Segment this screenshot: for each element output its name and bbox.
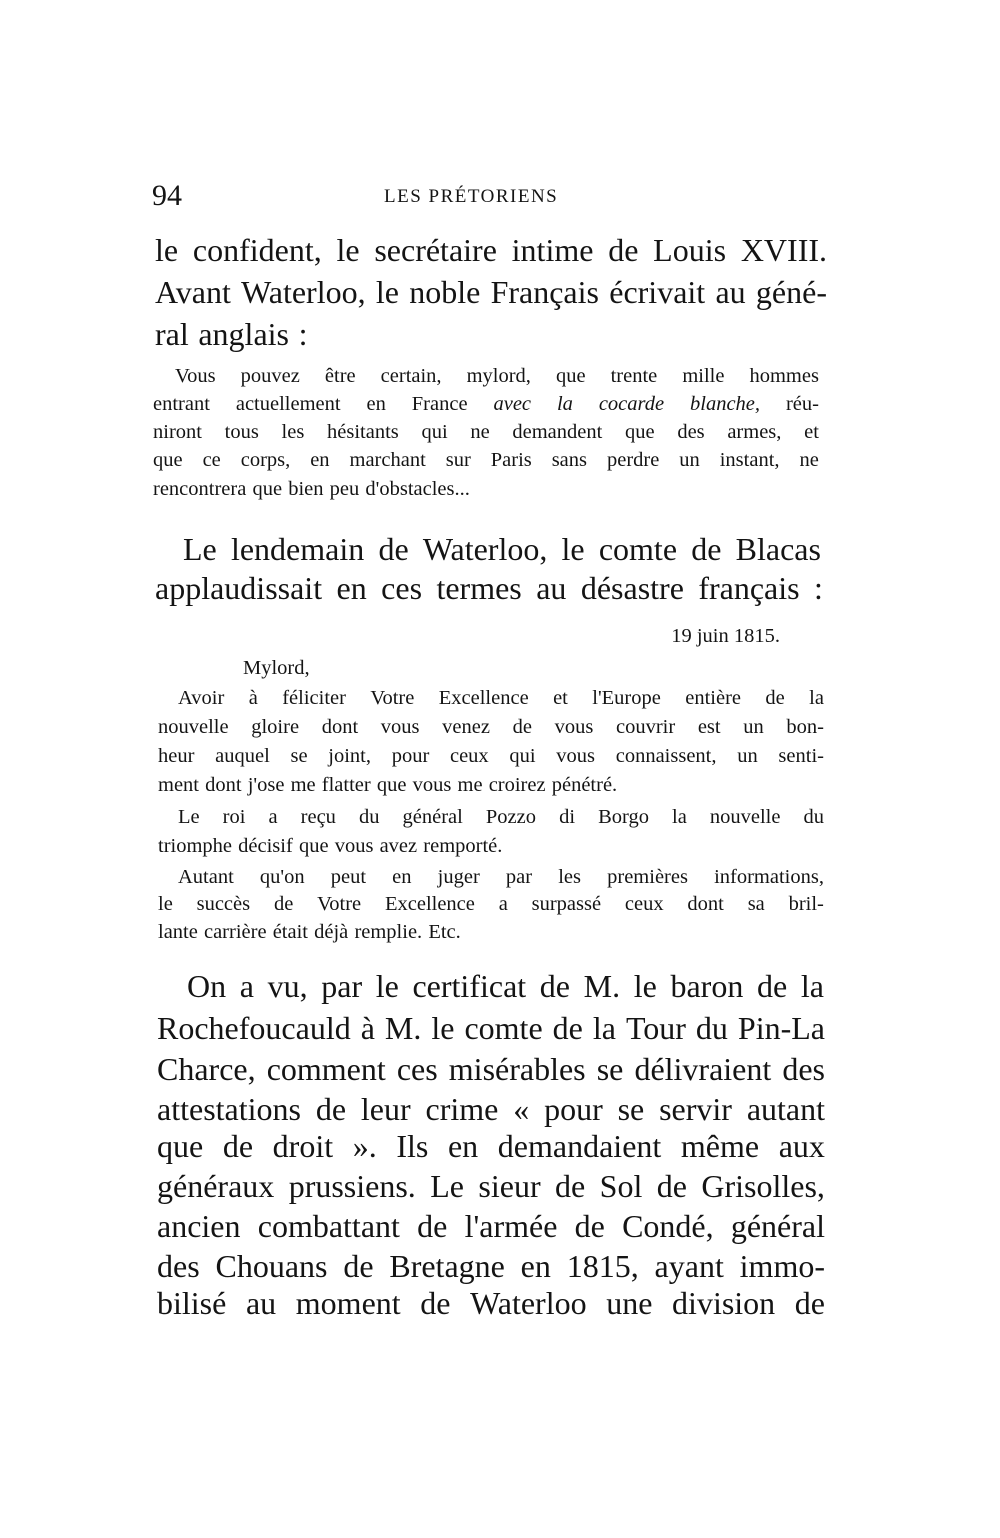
quote-line: que ce corps, en marchant sur Paris sans perdre un instant, ne bbox=[153, 449, 819, 471]
paragraph_3-line: On a vu, par le certificat de M. le baron de la bbox=[187, 968, 824, 1004]
quote-line: niront tous les hésitants qui ne demandent que des armes, et bbox=[153, 421, 819, 443]
emphasis-text: cocarde bbox=[598, 393, 665, 415]
paragraph_1-line: ral anglais : bbox=[155, 316, 308, 352]
letter-line: Avoir à féliciter Votre Excellence et l'Europe entière de la bbox=[178, 687, 824, 709]
running-head bbox=[152, 178, 832, 214]
letter-line: lante carrière était déjà remplie. Etc. bbox=[158, 921, 461, 943]
paragraph_3-line: Rochefoucauld à M. le comte de la Tour du Pin-La bbox=[157, 1010, 825, 1046]
paragraph_3-line: ancien combattant de l'armée de Condé, général bbox=[157, 1208, 825, 1244]
running-title: LES PRÉTORIENS bbox=[384, 186, 559, 207]
paragraph_3-line: que de droit ». Ils en demandaient même aux bbox=[157, 1128, 825, 1164]
paragraph_1-line: le confident, le secrétaire intime de Louis XVIII. bbox=[155, 232, 827, 268]
paragraph_2-line: applaudissait en ces termes au désastre français : bbox=[155, 570, 823, 606]
letter-line: ment dont j'ose me flatter que vous me croirez pénétré. bbox=[158, 774, 618, 796]
paragraph_3-line: des Chouans de Bretagne en 1815, ayant immo- bbox=[157, 1248, 825, 1284]
paragraph_3-line: attestations de leur crime « pour se servir autant bbox=[157, 1091, 825, 1127]
letter-line: Autant qu'on peut en juger par les premières informations, bbox=[178, 866, 824, 888]
emphasis-text: blanche, bbox=[690, 393, 761, 415]
quote-line: Vous pouvez être certain, mylord, que trente mille hommes bbox=[175, 365, 819, 387]
quote-line: entrant actuellement en France avec la cocarde blanche, réu- bbox=[153, 390, 819, 418]
emphasis-text: avec bbox=[493, 393, 532, 415]
letter-line: nouvelle gloire dont vous venez de vous couvrir est un bon- bbox=[158, 716, 824, 738]
letter-date: 19 juin 1815. bbox=[671, 625, 780, 647]
letter-salutation: Mylord, bbox=[243, 657, 310, 679]
paragraph_1-line: Avant Waterloo, le noble Français écrivait au géné- bbox=[155, 274, 827, 310]
letter-line: heur auquel se joint, pour ceux qui vous connaissent, un senti- bbox=[158, 745, 824, 767]
quote-line: rencontrera que bien peu d'obstacles... bbox=[153, 478, 470, 500]
paragraph_3-line: généraux prussiens. Le sieur de Sol de Grisolles, bbox=[157, 1168, 825, 1204]
paragraph_3-line: bilisé au moment de Waterloo une division de bbox=[157, 1285, 825, 1321]
page-number: 94 bbox=[152, 179, 182, 212]
paragraph_2-line: Le lendemain de Waterloo, le comte de Blacas bbox=[183, 531, 821, 567]
letter-line: triomphe décisif que vous avez remporté. bbox=[158, 835, 503, 857]
paragraph_3-line: Charce, comment ces misérables se délivraient des bbox=[157, 1051, 825, 1087]
letter-line: Le roi a reçu du général Pozzo di Borgo la nouvelle du bbox=[178, 806, 824, 828]
letter-line: le succès de Votre Excellence a surpassé ceux dont sa bril- bbox=[158, 893, 824, 915]
emphasis-text: la bbox=[556, 393, 573, 415]
